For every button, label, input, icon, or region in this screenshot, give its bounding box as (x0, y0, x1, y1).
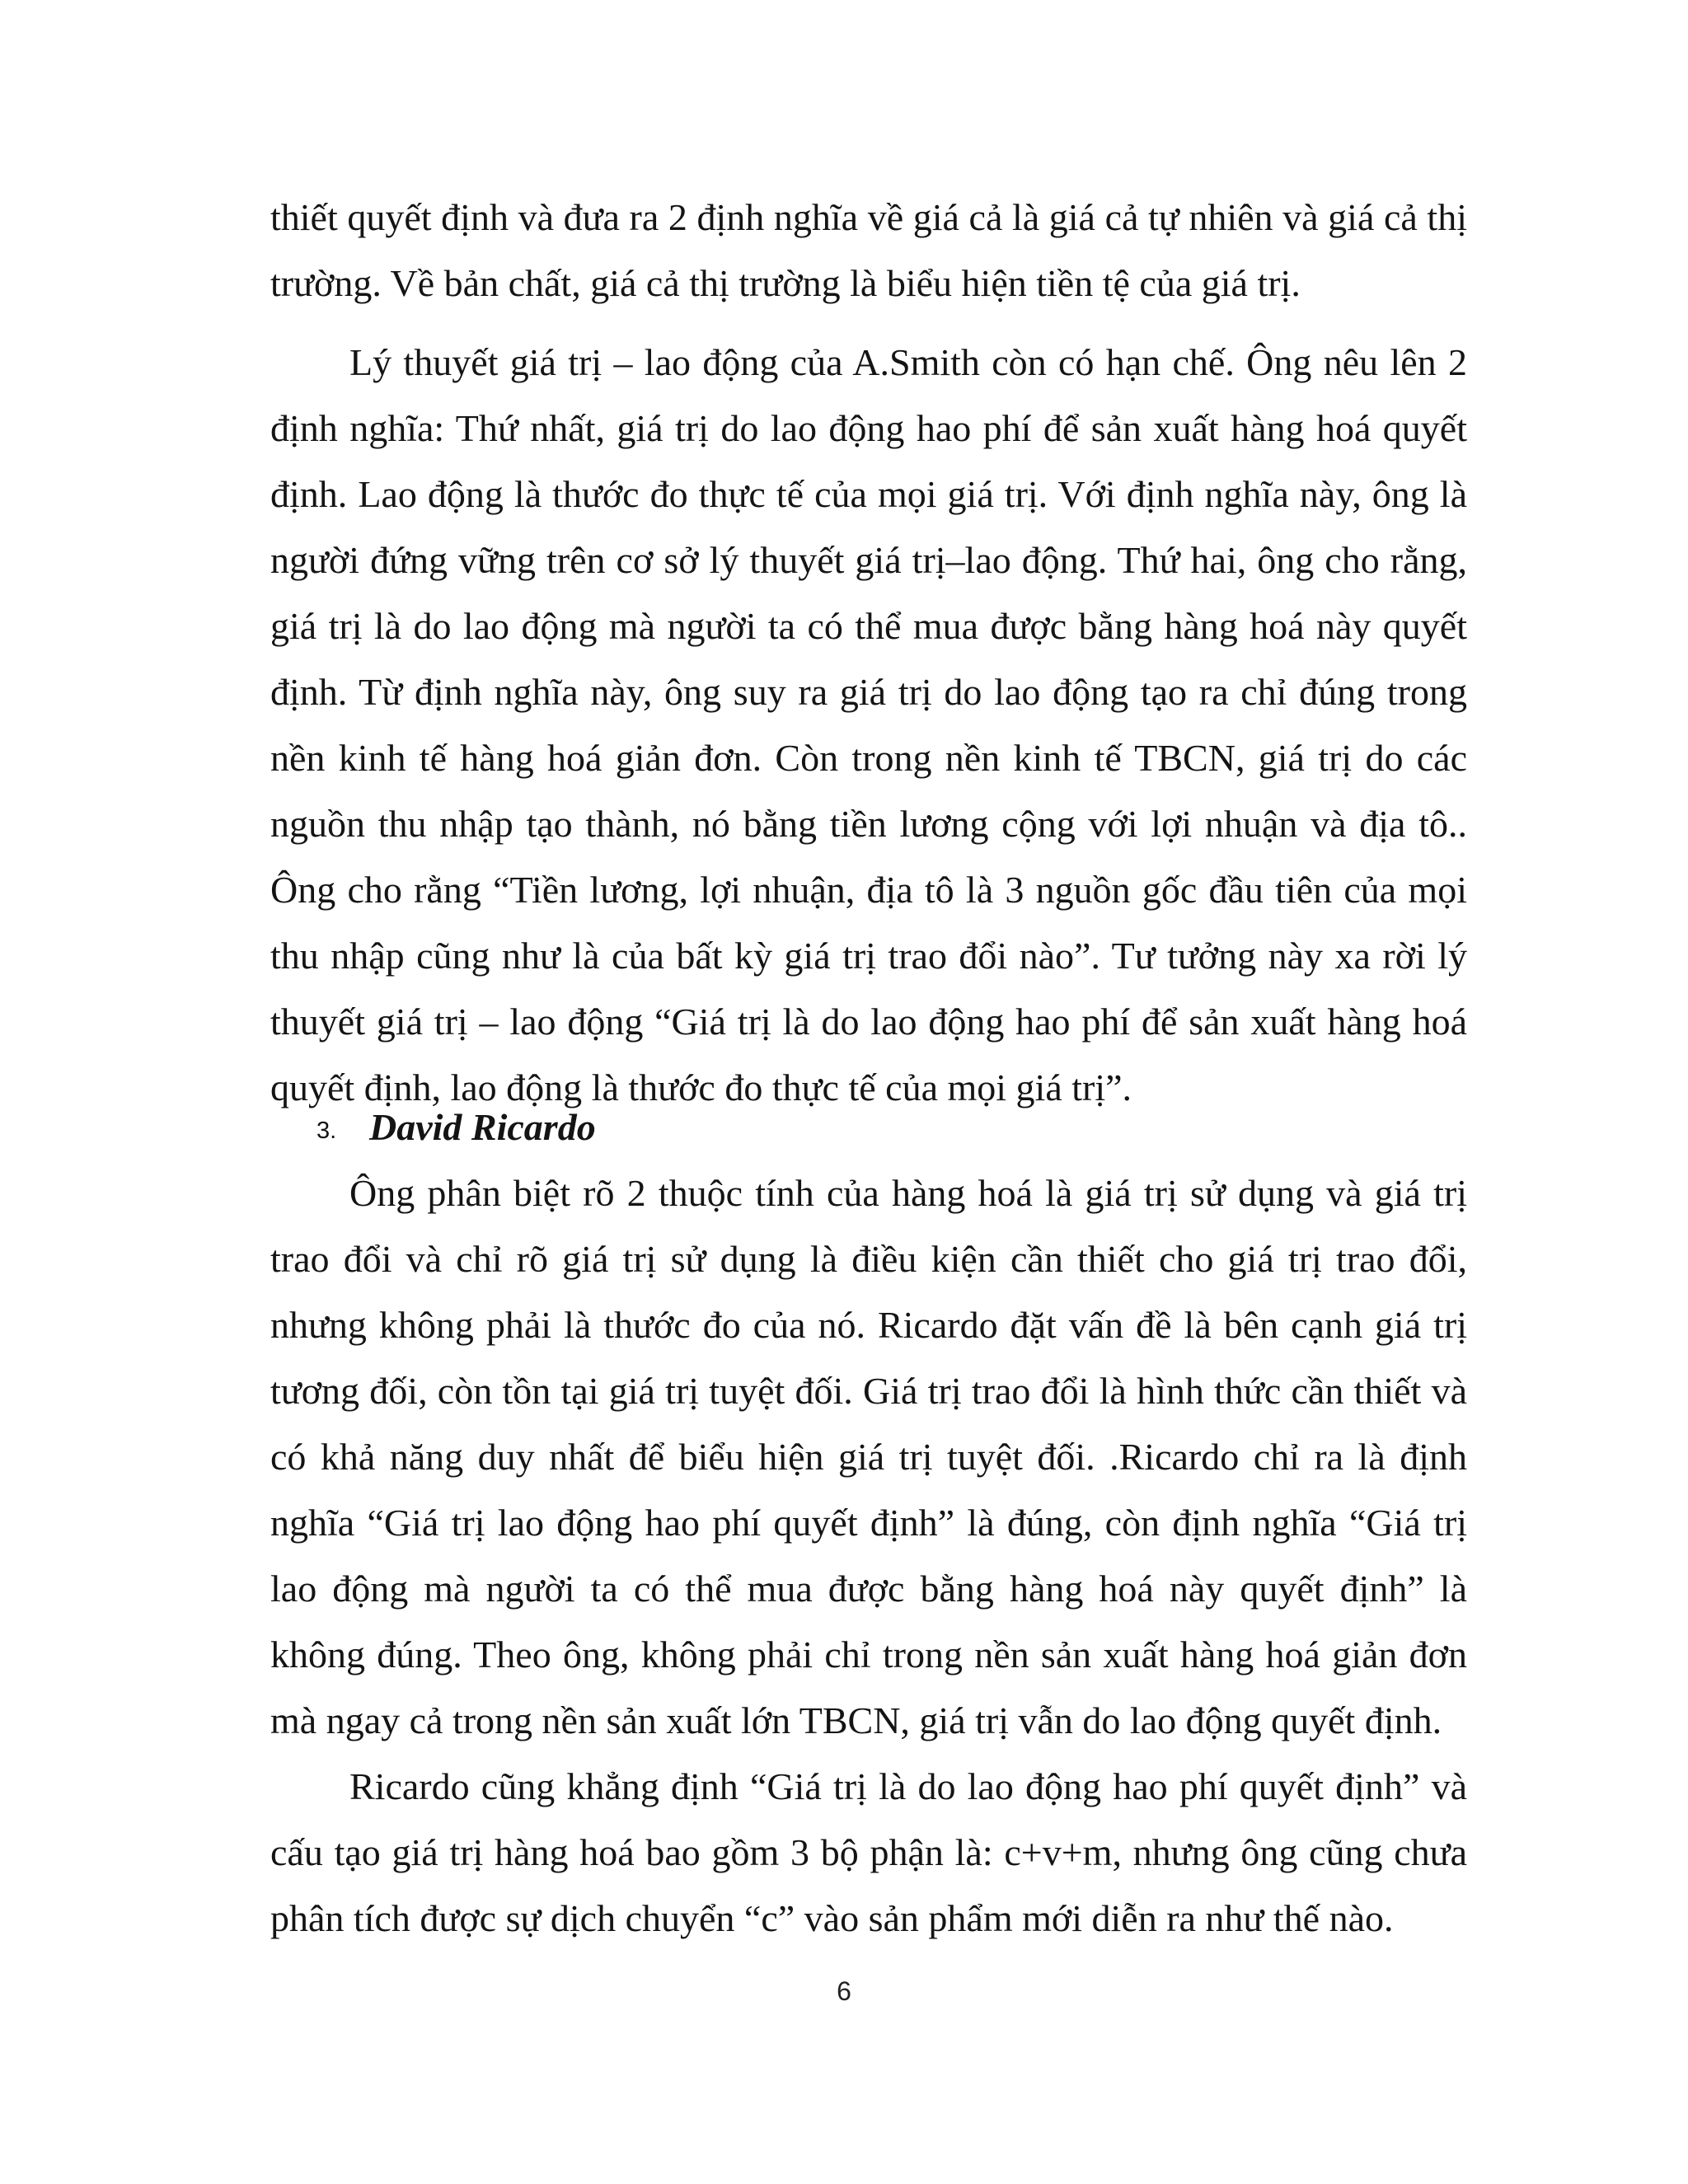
paragraph-smith-labor-theory: Lý thuyết giá trị – lao động của A.Smith còn có hạn chế. Ông nêu lên 2 định nghĩa: Thứ nhất, giá trị do lao động hao phí để sản xuất hàng hoá quyết định. Lao động là thước đo thực tế của mọi giá trị. Với định nghĩa này, ông là người đứng vững trên cơ sở lý thuyết giá trị–lao động. Thứ hai, ông cho rằng, giá trị là do lao động mà người ta có thể mua được bằng hàng hoá này quyết định. Từ định nghĩa này, ông suy ra giá trị do lao động tạo ra chỉ đúng trong nền kinh tế hàng hoá giản đơn. Còn trong nền kinh tế TBCN, giá trị do các nguồn thu nhập tạo thành, nó bằng tiền lương cộng với lợi nhuận và địa tô.. Ông cho rằng “Tiền lương, lợi nhuận, địa tô là 3 nguồn gốc đầu tiên của mọi thu nhập cũng như là của bất kỳ giá trị trao đổi nào”. Tư tưởng này xa rời lý thuyết giá trị – lao động “Giá trị là do lao động hao phí để sản xuất hàng hoá quyết định, lao động là thước đo thực tế của mọi giá trị”. (270, 341, 1467, 1108)
section-heading (316, 1101, 596, 1157)
paragraph-ricardo-cvm: Ricardo cũng khẳng định “Giá trị là do lao động hao phí quyết định” và cấu tạo giá trị hàng hoá bao gồm 3 bộ phận là: c+v+m, nhưng ông cũng chưa phân tích được sự dịch chuyển “c” vào sản phẩm mới diễn ra như thế nào. (270, 1765, 1467, 1939)
paragraph-ricardo-value: Ông phân biệt rõ 2 thuộc tính của hàng hoá là giá trị sử dụng và giá trị trao đổi và chỉ rõ giá trị sử dụng là điều kiện cần thiết cho giá trị trao đổi, nhưng không phải là thước đo của nó. Ricardo đặt vấn đề là bên cạnh giá trị tương đối, còn tồn tại giá trị tuyệt đối. Giá trị trao đổi là hình thức cần thiết và có khả năng duy nhất để biểu hiện giá trị tuyệt đối. .Ricardo chỉ ra là định nghĩa “Giá trị lao động hao phí quyết định” là đúng, còn định nghĩa “Giá trị lao động mà người ta có thể mua được bằng hàng hoá này quyết định” là không đúng. Theo ông, không phải chỉ trong nền sản xuất hàng hoá giản đơn mà ngay cả trong nền sản xuất lớn TBCN, giá trị vẫn do lao động quyết định. (270, 1172, 1467, 1741)
section-number: 3. (316, 1118, 337, 1144)
section-title: David Ricardo (369, 1106, 596, 1148)
page-number: 6 (837, 1976, 851, 2006)
paragraph-price-definitions: thiết quyết định và đưa ra 2 định nghĩa về giá cả là giá cả tự nhiên và giá cả thị trường. Về bản chất, giá cả thị trường là biểu hiện tiền tệ của giá trị. (270, 196, 1467, 304)
